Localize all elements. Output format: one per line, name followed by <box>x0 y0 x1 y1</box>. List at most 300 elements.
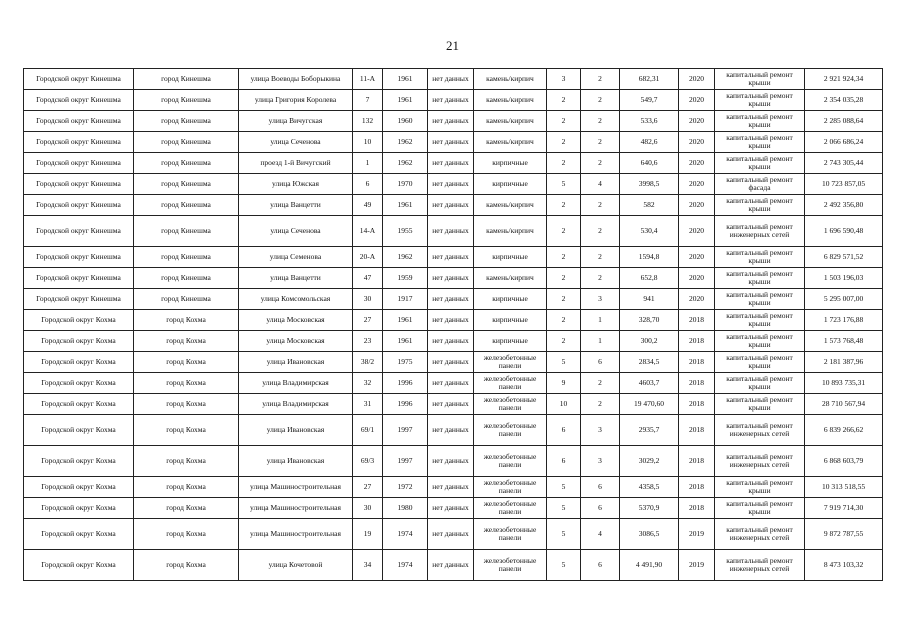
cell-street: улица Комсомольская <box>239 289 353 310</box>
cell-area: 582 <box>620 195 679 216</box>
table-row <box>24 477 883 498</box>
cell-wall-material: камень/кирпич <box>474 69 547 90</box>
cell-cost: 6 868 603,79 <box>805 446 883 477</box>
cell-settlement: город Кохма <box>134 352 239 373</box>
cell-street: улица Машиностроительная <box>239 498 353 519</box>
cell-cost: 1 696 590,48 <box>805 216 883 247</box>
table-row <box>24 153 883 174</box>
cell-municipality: Городской округ Кохма <box>24 415 134 446</box>
cell-street: улица Ванцетти <box>239 195 353 216</box>
cell-build-year: 1975 <box>383 352 428 373</box>
cell-floors: 2 <box>547 310 581 331</box>
cell-wall-material: камень/кирпич <box>474 90 547 111</box>
table-row <box>24 174 883 195</box>
cell-entrances: 1 <box>581 331 620 352</box>
cell-street: улица Ванцетти <box>239 268 353 289</box>
cell-wall-material: кирпичные <box>474 331 547 352</box>
cell-floors: 5 <box>547 477 581 498</box>
table-row <box>24 352 883 373</box>
cell-build-year: 1972 <box>383 477 428 498</box>
cell-wall-material: камень/кирпич <box>474 132 547 153</box>
cell-work-type: капитальный ремонт крыши <box>715 331 805 352</box>
cell-wall-material: железобетонные панели <box>474 446 547 477</box>
cell-floors: 2 <box>547 111 581 132</box>
table-row <box>24 394 883 415</box>
cell-municipality: Городской округ Кинешма <box>24 216 134 247</box>
cell-settlement: город Кохма <box>134 310 239 331</box>
cell-settlement: город Кинешма <box>134 132 239 153</box>
cell-area: 1594,8 <box>620 247 679 268</box>
cell-area: 5370,9 <box>620 498 679 519</box>
cell-floors: 6 <box>547 415 581 446</box>
cell-cost: 8 473 103,32 <box>805 550 883 581</box>
table-row <box>24 247 883 268</box>
cell-house-number: 132 <box>353 111 383 132</box>
cell-house-number: 10 <box>353 132 383 153</box>
cell-renovation-year: нет данных <box>428 477 474 498</box>
cell-municipality: Городской округ Кинешма <box>24 195 134 216</box>
cell-area: 3998,5 <box>620 174 679 195</box>
cell-work-type: капитальный ремонт инженерных сетей <box>715 550 805 581</box>
cell-build-year: 1974 <box>383 519 428 550</box>
cell-build-year: 1962 <box>383 153 428 174</box>
cell-build-year: 1961 <box>383 90 428 111</box>
cell-renovation-year: нет данных <box>428 394 474 415</box>
cell-entrances: 6 <box>581 498 620 519</box>
cell-settlement: город Кохма <box>134 331 239 352</box>
cell-floors: 5 <box>547 174 581 195</box>
cell-entrances: 1 <box>581 310 620 331</box>
cell-cost: 10 893 735,31 <box>805 373 883 394</box>
cell-renovation-year: нет данных <box>428 132 474 153</box>
cell-street: улица Ивановская <box>239 352 353 373</box>
cell-street: улица Владимирская <box>239 394 353 415</box>
cell-renovation-year: нет данных <box>428 331 474 352</box>
cell-settlement: город Кинешма <box>134 289 239 310</box>
cell-municipality: Городской округ Кохма <box>24 331 134 352</box>
cell-renovation-year: нет данных <box>428 446 474 477</box>
cell-area: 4358,5 <box>620 477 679 498</box>
cell-street: улица Воеводы Боборыкина <box>239 69 353 90</box>
cell-street: улица Машиностроительная <box>239 477 353 498</box>
cell-build-year: 1970 <box>383 174 428 195</box>
cell-entrances: 3 <box>581 415 620 446</box>
cell-repair-year: 2018 <box>679 373 715 394</box>
cell-wall-material: железобетонные панели <box>474 352 547 373</box>
cell-wall-material: камень/кирпич <box>474 268 547 289</box>
cell-floors: 2 <box>547 195 581 216</box>
cell-build-year: 1955 <box>383 216 428 247</box>
cell-build-year: 1962 <box>383 132 428 153</box>
cell-area: 3029,2 <box>620 446 679 477</box>
cell-renovation-year: нет данных <box>428 415 474 446</box>
cell-work-type: капитальный ремонт крыши <box>715 268 805 289</box>
cell-cost: 9 872 787,55 <box>805 519 883 550</box>
cell-settlement: город Кинешма <box>134 153 239 174</box>
cell-entrances: 2 <box>581 373 620 394</box>
cell-repair-year: 2018 <box>679 310 715 331</box>
table-row <box>24 498 883 519</box>
cell-area: 682,31 <box>620 69 679 90</box>
table-row <box>24 111 883 132</box>
cell-settlement: город Кохма <box>134 550 239 581</box>
table-body <box>24 69 883 581</box>
cell-wall-material: камень/кирпич <box>474 216 547 247</box>
cell-municipality: Городской округ Кинешма <box>24 90 134 111</box>
cell-floors: 2 <box>547 331 581 352</box>
cell-house-number: 69/1 <box>353 415 383 446</box>
cell-floors: 5 <box>547 352 581 373</box>
cell-repair-year: 2020 <box>679 247 715 268</box>
table-row <box>24 268 883 289</box>
cell-street: улица Семенова <box>239 247 353 268</box>
cell-floors: 2 <box>547 90 581 111</box>
table-row <box>24 195 883 216</box>
cell-cost: 7 919 714,30 <box>805 498 883 519</box>
cell-municipality: Городской округ Кохма <box>24 446 134 477</box>
cell-repair-year: 2018 <box>679 331 715 352</box>
cell-house-number: 34 <box>353 550 383 581</box>
cell-street: улица Вичугская <box>239 111 353 132</box>
table-row <box>24 373 883 394</box>
cell-work-type: капитальный ремонт крыши <box>715 352 805 373</box>
cell-street: проезд 1-й Вичугский <box>239 153 353 174</box>
cell-settlement: город Кохма <box>134 498 239 519</box>
cell-renovation-year: нет данных <box>428 174 474 195</box>
cell-settlement: город Кохма <box>134 477 239 498</box>
cell-repair-year: 2019 <box>679 519 715 550</box>
cell-cost: 10 313 518,55 <box>805 477 883 498</box>
cell-area: 3086,5 <box>620 519 679 550</box>
cell-settlement: город Кинешма <box>134 174 239 195</box>
cell-municipality: Городской округ Кинешма <box>24 268 134 289</box>
cell-street: улица Ивановская <box>239 415 353 446</box>
table-row <box>24 289 883 310</box>
cell-house-number: 30 <box>353 498 383 519</box>
cell-area: 652,8 <box>620 268 679 289</box>
cell-settlement: город Кохма <box>134 446 239 477</box>
cell-build-year: 1961 <box>383 331 428 352</box>
cell-municipality: Городской округ Кохма <box>24 373 134 394</box>
cell-house-number: 47 <box>353 268 383 289</box>
cell-floors: 2 <box>547 153 581 174</box>
cell-repair-year: 2020 <box>679 69 715 90</box>
cell-renovation-year: нет данных <box>428 519 474 550</box>
cell-settlement: город Кинешма <box>134 216 239 247</box>
cell-area: 482,6 <box>620 132 679 153</box>
cell-cost: 1 573 768,48 <box>805 331 883 352</box>
cell-work-type: капитальный ремонт крыши <box>715 247 805 268</box>
cell-house-number: 38/2 <box>353 352 383 373</box>
cell-wall-material: кирпичные <box>474 310 547 331</box>
cell-municipality: Городской округ Кохма <box>24 550 134 581</box>
cell-settlement: город Кохма <box>134 415 239 446</box>
cell-area: 19 470,60 <box>620 394 679 415</box>
cell-entrances: 2 <box>581 394 620 415</box>
cell-work-type: капитальный ремонт инженерных сетей <box>715 519 805 550</box>
cell-house-number: 14-А <box>353 216 383 247</box>
cell-street: улица Сеченова <box>239 132 353 153</box>
cell-wall-material: железобетонные панели <box>474 373 547 394</box>
cell-settlement: город Кинешма <box>134 247 239 268</box>
cell-work-type: капитальный ремонт крыши <box>715 132 805 153</box>
cell-area: 328,70 <box>620 310 679 331</box>
cell-settlement: город Кинешма <box>134 111 239 132</box>
cell-work-type: капитальный ремонт крыши <box>715 289 805 310</box>
cell-municipality: Городской округ Кинешма <box>24 174 134 195</box>
table-row <box>24 90 883 111</box>
cell-floors: 6 <box>547 446 581 477</box>
cell-renovation-year: нет данных <box>428 289 474 310</box>
cell-wall-material: железобетонные панели <box>474 415 547 446</box>
cell-floors: 2 <box>547 289 581 310</box>
cell-work-type: капитальный ремонт крыши <box>715 69 805 90</box>
cell-entrances: 3 <box>581 289 620 310</box>
cell-cost: 5 295 007,00 <box>805 289 883 310</box>
cell-street: улица Московская <box>239 331 353 352</box>
housing-repair-table <box>23 68 883 581</box>
cell-entrances: 6 <box>581 550 620 581</box>
cell-renovation-year: нет данных <box>428 498 474 519</box>
cell-work-type: капитальный ремонт крыши <box>715 394 805 415</box>
cell-municipality: Городской округ Кинешма <box>24 69 134 90</box>
table-row <box>24 331 883 352</box>
cell-cost: 2 354 035,28 <box>805 90 883 111</box>
cell-floors: 2 <box>547 268 581 289</box>
cell-entrances: 2 <box>581 216 620 247</box>
cell-entrances: 2 <box>581 195 620 216</box>
cell-entrances: 2 <box>581 111 620 132</box>
cell-repair-year: 2020 <box>679 289 715 310</box>
cell-cost: 2 743 305,44 <box>805 153 883 174</box>
cell-house-number: 69/3 <box>353 446 383 477</box>
cell-entrances: 2 <box>581 132 620 153</box>
cell-work-type: капитальный ремонт крыши <box>715 111 805 132</box>
cell-municipality: Городской округ Кохма <box>24 477 134 498</box>
cell-street: улица Сеченова <box>239 216 353 247</box>
cell-work-type: капитальный ремонт крыши <box>715 498 805 519</box>
cell-house-number: 27 <box>353 310 383 331</box>
cell-area: 640,6 <box>620 153 679 174</box>
cell-work-type: капитальный ремонт крыши <box>715 310 805 331</box>
cell-area: 300,2 <box>620 331 679 352</box>
cell-build-year: 1961 <box>383 69 428 90</box>
cell-municipality: Городской округ Кинешма <box>24 132 134 153</box>
cell-area: 530,4 <box>620 216 679 247</box>
cell-area: 533,6 <box>620 111 679 132</box>
cell-municipality: Городской округ Кохма <box>24 394 134 415</box>
cell-cost: 6 829 571,52 <box>805 247 883 268</box>
cell-work-type: капитальный ремонт инженерных сетей <box>715 216 805 247</box>
cell-renovation-year: нет данных <box>428 111 474 132</box>
cell-renovation-year: нет данных <box>428 310 474 331</box>
cell-renovation-year: нет данных <box>428 195 474 216</box>
cell-wall-material: железобетонные панели <box>474 498 547 519</box>
cell-municipality: Городской округ Кохма <box>24 498 134 519</box>
cell-wall-material: кирпичные <box>474 174 547 195</box>
cell-renovation-year: нет данных <box>428 352 474 373</box>
cell-settlement: город Кинешма <box>134 90 239 111</box>
cell-repair-year: 2020 <box>679 174 715 195</box>
cell-entrances: 3 <box>581 446 620 477</box>
cell-wall-material: кирпичные <box>474 247 547 268</box>
cell-wall-material: железобетонные панели <box>474 394 547 415</box>
cell-build-year: 1996 <box>383 394 428 415</box>
cell-cost: 2 492 356,80 <box>805 195 883 216</box>
cell-build-year: 1917 <box>383 289 428 310</box>
table-row <box>24 519 883 550</box>
cell-area: 2935,7 <box>620 415 679 446</box>
cell-cost: 2 921 924,34 <box>805 69 883 90</box>
cell-entrances: 2 <box>581 247 620 268</box>
cell-street: улица Ивановская <box>239 446 353 477</box>
cell-repair-year: 2020 <box>679 90 715 111</box>
cell-house-number: 20-А <box>353 247 383 268</box>
cell-repair-year: 2018 <box>679 498 715 519</box>
cell-municipality: Городской округ Кинешма <box>24 111 134 132</box>
cell-house-number: 30 <box>353 289 383 310</box>
cell-work-type: капитальный ремонт крыши <box>715 477 805 498</box>
cell-work-type: капитальный ремонт крыши <box>715 153 805 174</box>
cell-cost: 2 285 088,64 <box>805 111 883 132</box>
cell-house-number: 1 <box>353 153 383 174</box>
cell-house-number: 6 <box>353 174 383 195</box>
cell-repair-year: 2020 <box>679 268 715 289</box>
cell-entrances: 2 <box>581 69 620 90</box>
cell-work-type: капитальный ремонт крыши <box>715 373 805 394</box>
cell-municipality: Городской округ Кинешма <box>24 289 134 310</box>
cell-build-year: 1962 <box>383 247 428 268</box>
cell-floors: 10 <box>547 394 581 415</box>
cell-build-year: 1959 <box>383 268 428 289</box>
cell-floors: 5 <box>547 519 581 550</box>
cell-street: улица Кочетовой <box>239 550 353 581</box>
cell-build-year: 1997 <box>383 415 428 446</box>
cell-work-type: капитальный ремонт крыши <box>715 90 805 111</box>
cell-repair-year: 2018 <box>679 446 715 477</box>
cell-municipality: Городской округ Кинешма <box>24 247 134 268</box>
cell-build-year: 1996 <box>383 373 428 394</box>
cell-floors: 9 <box>547 373 581 394</box>
cell-wall-material: кирпичные <box>474 289 547 310</box>
cell-municipality: Городской округ Кохма <box>24 352 134 373</box>
cell-cost: 1 503 196,03 <box>805 268 883 289</box>
cell-settlement: город Кинешма <box>134 69 239 90</box>
cell-entrances: 6 <box>581 352 620 373</box>
cell-floors: 5 <box>547 498 581 519</box>
table-row <box>24 415 883 446</box>
cell-street: улица Григория Королева <box>239 90 353 111</box>
cell-renovation-year: нет данных <box>428 373 474 394</box>
cell-area: 941 <box>620 289 679 310</box>
table-row <box>24 132 883 153</box>
page-number: 21 <box>446 38 459 53</box>
cell-renovation-year: нет данных <box>428 247 474 268</box>
cell-floors: 5 <box>547 550 581 581</box>
cell-cost: 10 723 857,05 <box>805 174 883 195</box>
cell-municipality: Городской округ Кохма <box>24 519 134 550</box>
cell-house-number: 23 <box>353 331 383 352</box>
cell-area: 4603,7 <box>620 373 679 394</box>
cell-entrances: 2 <box>581 268 620 289</box>
cell-build-year: 1961 <box>383 195 428 216</box>
cell-work-type: капитальный ремонт инженерных сетей <box>715 415 805 446</box>
table-row <box>24 310 883 331</box>
table-row <box>24 216 883 247</box>
cell-renovation-year: нет данных <box>428 268 474 289</box>
cell-wall-material: камень/кирпич <box>474 195 547 216</box>
cell-floors: 2 <box>547 132 581 153</box>
cell-floors: 2 <box>547 216 581 247</box>
cell-entrances: 2 <box>581 153 620 174</box>
cell-cost: 2 181 387,96 <box>805 352 883 373</box>
cell-renovation-year: нет данных <box>428 69 474 90</box>
cell-build-year: 1980 <box>383 498 428 519</box>
cell-repair-year: 2020 <box>679 153 715 174</box>
table-row <box>24 69 883 90</box>
cell-entrances: 6 <box>581 477 620 498</box>
cell-municipality: Городской округ Кинешма <box>24 153 134 174</box>
cell-house-number: 27 <box>353 477 383 498</box>
cell-house-number: 31 <box>353 394 383 415</box>
cell-street: улица Южская <box>239 174 353 195</box>
cell-floors: 2 <box>547 247 581 268</box>
cell-house-number: 11-А <box>353 69 383 90</box>
cell-house-number: 7 <box>353 90 383 111</box>
cell-repair-year: 2020 <box>679 195 715 216</box>
table-row <box>24 446 883 477</box>
cell-wall-material: железобетонные панели <box>474 550 547 581</box>
cell-entrances: 2 <box>581 90 620 111</box>
cell-street: улица Московская <box>239 310 353 331</box>
cell-work-type: капитальный ремонт фасада <box>715 174 805 195</box>
cell-renovation-year: нет данных <box>428 216 474 247</box>
cell-cost: 1 723 176,88 <box>805 310 883 331</box>
cell-renovation-year: нет данных <box>428 153 474 174</box>
cell-settlement: город Кинешма <box>134 195 239 216</box>
cell-area: 549,7 <box>620 90 679 111</box>
cell-settlement: город Кохма <box>134 519 239 550</box>
cell-build-year: 1960 <box>383 111 428 132</box>
cell-work-type: капитальный ремонт инженерных сетей <box>715 446 805 477</box>
cell-house-number: 32 <box>353 373 383 394</box>
cell-street: улица Владимирская <box>239 373 353 394</box>
cell-area: 2834,5 <box>620 352 679 373</box>
cell-repair-year: 2018 <box>679 352 715 373</box>
cell-entrances: 4 <box>581 174 620 195</box>
cell-settlement: город Кинешма <box>134 268 239 289</box>
cell-wall-material: железобетонные панели <box>474 477 547 498</box>
cell-repair-year: 2020 <box>679 132 715 153</box>
cell-repair-year: 2020 <box>679 111 715 132</box>
cell-build-year: 1961 <box>383 310 428 331</box>
cell-cost: 28 710 567,94 <box>805 394 883 415</box>
cell-cost: 2 066 686,24 <box>805 132 883 153</box>
cell-wall-material: камень/кирпич <box>474 111 547 132</box>
cell-house-number: 19 <box>353 519 383 550</box>
cell-floors: 3 <box>547 69 581 90</box>
cell-wall-material: железобетонные панели <box>474 519 547 550</box>
cell-build-year: 1997 <box>383 446 428 477</box>
cell-wall-material: кирпичные <box>474 153 547 174</box>
cell-work-type: капитальный ремонт крыши <box>715 195 805 216</box>
cell-repair-year: 2018 <box>679 477 715 498</box>
cell-repair-year: 2018 <box>679 394 715 415</box>
cell-entrances: 4 <box>581 519 620 550</box>
cell-repair-year: 2018 <box>679 415 715 446</box>
cell-municipality: Городской округ Кохма <box>24 310 134 331</box>
cell-settlement: город Кохма <box>134 373 239 394</box>
